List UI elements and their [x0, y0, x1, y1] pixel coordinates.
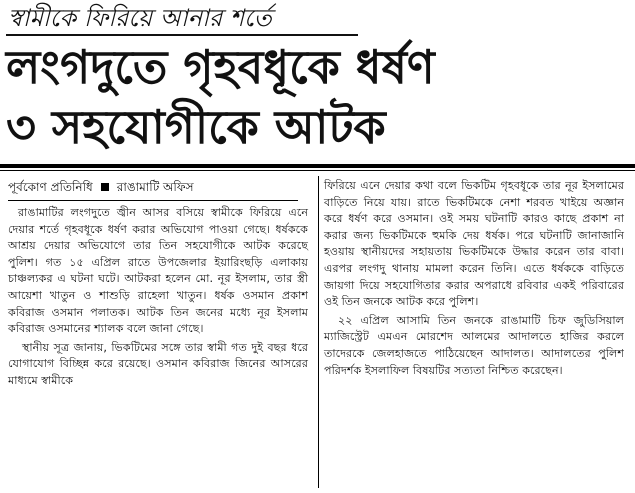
article-paragraph: ফিরিয়ে এনে দেয়ার কথা বলে ভিকটিম গৃহবধূকে তার নূর ইসলামের বাড়িতে নিয়ে যায়। রাতে ভিকটিমকে নেশা শরবত খাইয়ে অজ্ঞান করে ধর্ষণ করে ওসমান। ওই সময় ঘটনাটি কারও কাছে প্রকাশ না করার জন্য ভিকটিমকে হুমকি দেয় ধর্ষক। পরে ঘটনাটি জানাজানি হওয়ায় স্থানীয়দের সহায়তায় ভিকটিমকে উদ্ধার করেন তার বাবা। এরপর লংগদু থানায় মামলা করেন তিনি। এতে ধর্ষককে বাড়িতে জায়গা দিয়ে সহযোগিতার করার অপরাধে রবিবার একই পরিবারের ওই তিন জনকে আটক করে পুলিশ।: [324, 179, 624, 309]
column-divider: [318, 176, 319, 488]
separator-thin: [0, 170, 635, 171]
byline-rule: [8, 200, 298, 201]
article-paragraph: স্থানীয় সূত্র জানায়, ভিকটিমের সঙ্গে তার স্বামী গত দুই বছর ধরে যোগাযোগ বিচ্ছিন্ন করে রয়েছে। ওসমান কবিরাজ জিনের আসরের মাধ্যমে স্বামীকে: [8, 340, 308, 387]
byline: [8, 178, 308, 196]
article-paragraph: ২২ এপ্রিল আসামি তিন জনকে রাঙামাটি চিফ জুডিসিয়াল ম্যাজিস্ট্রেট এমএন মোরশেদ আলমের আদালতে হাজির করলে তাদেরকে জেলহাজতে পাঠিয়েছেন আদালত। আদালতের পুলিশ পরিদর্শক ইসলাফিল বিষয়টির সত্যতা নিশ্চিত করেছেন।: [324, 313, 624, 377]
left-column: [8, 178, 308, 392]
separator-thick: [0, 164, 635, 168]
kicker-underline: [6, 34, 358, 36]
article-paragraph: রাঙামাটির লংগদুতে জ্বীন আসর বসিয়ে স্বামীকে ফিরিয়ে এনে দেয়ার শর্তে গৃহবধূকে ধর্ষণ করার অভিযোগ পাওয়া গেছে। ধর্ষককে আশ্রয় দেয়ার অভিযোগে তার তিন সহযোগীকে আটক করেছে পুলিশ। গত ১৫ এপ্রিল রাতে উপজেলার ইয়ারিংছড়ি এলাকায় চাঞ্চল্যকর এ ঘটনা ঘটে। আটকরা হলেন মো. নূর ইসলাম, তার স্ত্রী আয়েশা খাতুন ও শাশুড়ি রাহেলা খাতুন। ধর্ষক ওসমান প্রকাশ কবিরাজ ওসমান পলাতক। আটক তিন জনের মধ্যে নূর ইসলাম কবিরাজ ওসমানের শ্যালক বলে জানা গেছে।: [8, 206, 308, 336]
headline-line-2: ৩ সহযোগীকে আটক: [6, 100, 386, 154]
right-column: [324, 178, 624, 381]
kicker: স্বামীকে ফিরিয়ে আনার শর্তে: [8, 4, 272, 32]
headline-line-1: লংগদুতে গৃহবধূকে ধর্ষণ: [6, 40, 435, 94]
office-credit: রাঙামাটি অফিস: [116, 179, 194, 194]
reporter-credit: পূর্বকোণ প্রতিনিধি: [8, 179, 93, 194]
bullet-square-icon: [101, 183, 109, 191]
